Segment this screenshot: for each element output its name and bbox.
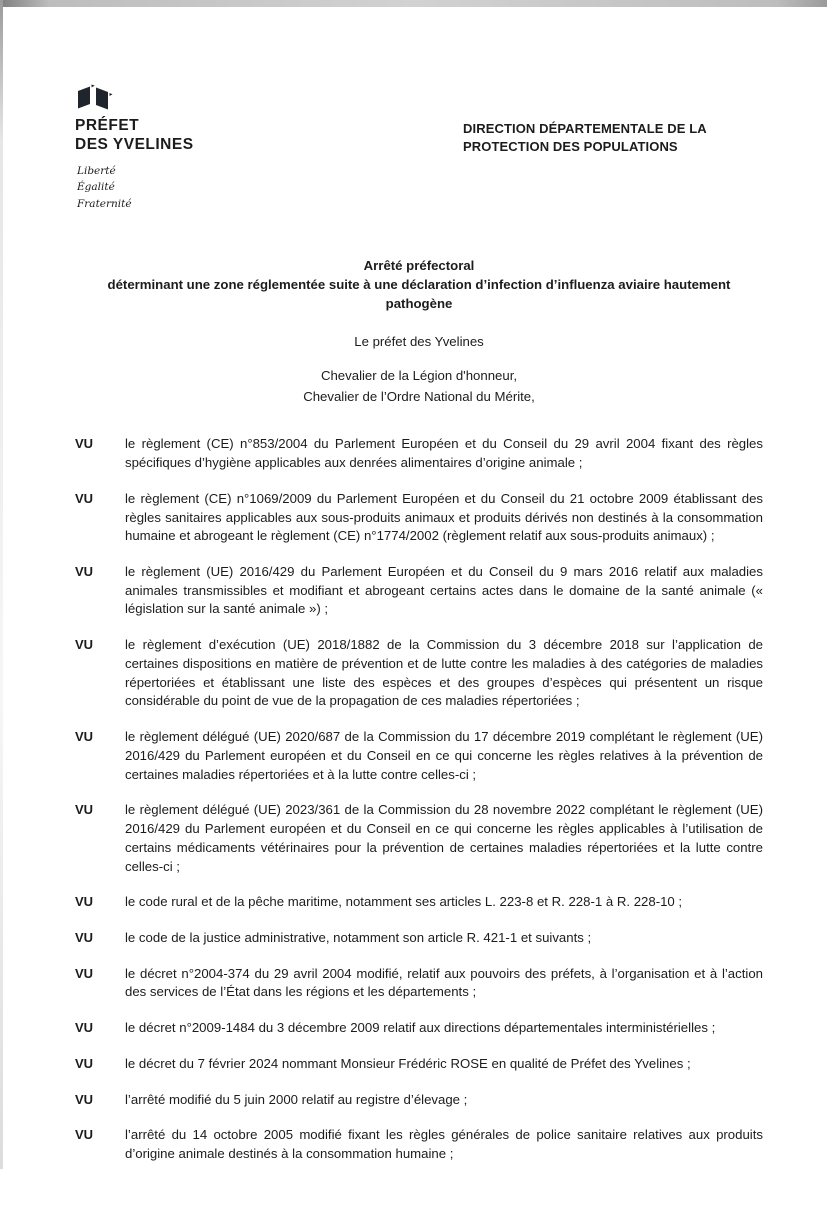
motto-fraternite: Fraternité: [77, 197, 132, 210]
document-title-line2: déterminant une zone réglementée suite à une déclaration d’infection d’influenza aviaire hautement pathogène: [107, 277, 731, 312]
vu-label: VU: [75, 965, 94, 981]
vu-label: VU: [75, 1055, 94, 1071]
honors-line1: Chevalier de la Légion d'honneur,: [320, 368, 518, 384]
vu-recital-item: [75, 929, 763, 948]
vu-label: VU: [75, 436, 94, 452]
vu-text: le règlement d’exécution (UE) 2018/1882 de la Commission du 3 décembre 2018 sur l’application de certaines dispositions en matière de prévention et de lutte contre les maladies à des catégories de maladies répertoriées et établissant une liste des espèces et des groupes d’espèces qui présentent un risque considérable du point de vue de la propagation de ces maladies répertoriées ;: [125, 637, 763, 709]
document-header: [75, 84, 763, 212]
vu-text: l’arrêté du 14 octobre 2005 modifié fixant les règles générales de police sanitaire relatives aux produits d’origine animale destinés à la consommation humaine ;: [125, 1127, 763, 1162]
vu-text: l’arrêté modifié du 5 juin 2000 relatif au registre d’élevage ;: [125, 1091, 468, 1107]
prefecture-logo-block: [75, 84, 305, 212]
prefecture-name: [75, 117, 305, 154]
issuer-line: Le préfet des Yvelines: [354, 334, 484, 350]
marianne-flag-icon: [75, 84, 305, 110]
honors-block: [75, 366, 763, 407]
vu-recital-item: [75, 563, 763, 619]
vu-label: VU: [75, 1127, 94, 1143]
vu-label: VU: [75, 894, 94, 910]
vu-text: le décret n°2009-1484 du 3 décembre 2009 relatif aux directions départementales interministérielles ;: [125, 1020, 716, 1036]
republic-motto: [77, 163, 305, 212]
vu-label: VU: [75, 729, 94, 745]
direction-line1: DIRECTION DÉPARTEMENTALE DE LA: [463, 121, 707, 136]
vu-text: le code de la justice administrative, notamment son article R. 421-1 et suivants ;: [125, 930, 592, 945]
vu-text: le code rural et de la pêche maritime, notamment ses articles L. 223-8 et R. 228-1 à R. 228-10 ;: [125, 894, 683, 910]
motto-egalite: Égalité: [77, 181, 115, 194]
prefecture-name-line2: DES YVELINES: [75, 135, 194, 153]
vu-recital-item: [75, 435, 763, 472]
vu-text: le règlement (UE) 2016/429 du Parlement Européen et du Conseil du 9 mars 2016 relatif aux maladies animales transmissibles et modifiant et abrogeant certains actes dans le domaine de la santé animale (« législation sur la santé animale ») ;: [125, 563, 763, 617]
vu-recital-item: [75, 893, 763, 912]
vu-text: le règlement délégué (UE) 2023/361 de la Commission du 28 novembre 2022 complétant le règlement (UE) 2016/429 du Parlement européen et du Conseil en ce qui concerne les règles applicables à l’utilisation de certains médicaments vétérinaires pour la prévention de certaines maladies répertoriées et la lutte contre celles-ci ;: [125, 802, 763, 874]
vu-recitals-list: [75, 435, 763, 1164]
issuing-direction: [463, 120, 763, 157]
vu-label: VU: [75, 1091, 94, 1107]
motto-liberte: Liberté: [77, 165, 116, 178]
vu-label: VU: [75, 802, 94, 818]
vu-label: VU: [75, 563, 94, 579]
document-title-line1: Arrêté préfectoral: [363, 257, 475, 273]
vu-label: VU: [75, 930, 94, 945]
prefecture-name-line1: PRÉFET: [75, 117, 140, 134]
vu-text: le règlement (CE) n°1069/2009 du Parlement Européen et du Conseil du 21 octobre 2009 établissant des règles sanitaires applicables aux sous-produits animaux et produits dérivés non destinés à la consommation humaine et abrogeant le règlement (CE) n°1774/2002 (règlement relatif aux sous-produits animaux) ;: [125, 490, 763, 544]
vu-recital-item: [75, 490, 763, 546]
vu-label: VU: [75, 1020, 94, 1036]
vu-text: le décret n°2004-374 du 29 avril 2004 modifié, relatif aux pouvoirs des préfets, à l’organisation et à l’action des services de l’État dans les régions et les départements ;: [125, 965, 763, 1000]
vu-recital-item: [75, 801, 763, 876]
vu-recital-item: [75, 965, 763, 1002]
vu-recital-item: [75, 1019, 763, 1038]
vu-recital-item: [75, 1091, 763, 1110]
vu-text: le règlement délégué (UE) 2020/687 de la Commission du 17 décembre 2019 complétant le règlement (UE) 2016/429 du Parlement européen et du Conseil en ce qui concerne les règles relatives à la prévention de certaines maladies répertoriées et à la lutte contre celles-ci ;: [125, 729, 763, 782]
vu-recital-item: [75, 1126, 763, 1163]
vu-label: VU: [75, 637, 94, 653]
vu-text: le décret du 7 février 2024 nommant Monsieur Frédéric ROSE en qualité de Préfet des Yvelines ;: [125, 1055, 691, 1071]
vu-text: le règlement (CE) n°853/2004 du Parlement Européen et du Conseil du 29 avril 2004 fixant des règles spécifiques d’hygiène applicables aux denrées alimentaires d’origine animale ;: [125, 436, 763, 471]
direction-line2: PROTECTION DES POPULATIONS: [463, 139, 678, 155]
vu-recital-item: [75, 1055, 763, 1074]
document-title: [75, 256, 763, 313]
vu-label: VU: [75, 490, 94, 506]
vu-recital-item: [75, 636, 763, 711]
vu-recital-item: [75, 728, 763, 784]
honors-line2: Chevalier de l’Ordre National du Mérite,: [303, 388, 535, 404]
